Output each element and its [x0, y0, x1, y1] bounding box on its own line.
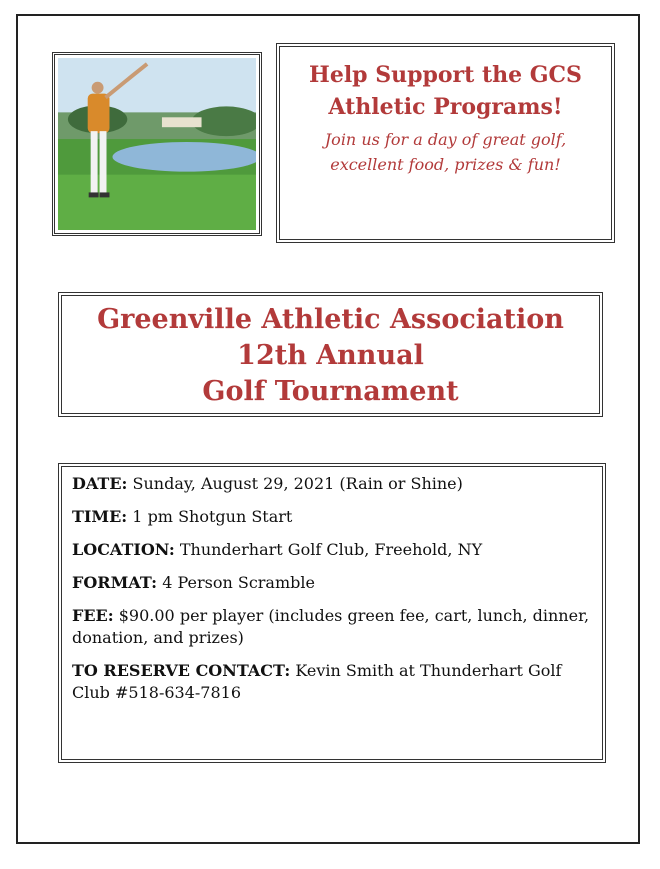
- detail-value: $90.00 per player (includes green fee, cart, lunch, dinner, donation, and prizes): [72, 606, 590, 647]
- detail-value: Thunderhart Golf Club, Freehold, NY: [179, 540, 483, 559]
- detail-value: 1 pm Shotgun Start: [132, 507, 293, 526]
- detail-label: TIME:: [72, 507, 128, 526]
- title-box: [58, 292, 603, 417]
- title-line3: Golf Tournament: [202, 376, 459, 407]
- detail-label: LOCATION:: [72, 540, 175, 559]
- detail-label: DATE:: [72, 474, 128, 493]
- detail-value: 4 Person Scramble: [162, 573, 315, 592]
- promo-subline1: Join us for a day of great golf,: [324, 130, 567, 149]
- details-box: [58, 463, 606, 763]
- detail-fee: [72, 605, 592, 649]
- detail-time: [72, 506, 592, 528]
- golfer-photo: [52, 52, 262, 236]
- title-line2: 12th Annual: [237, 340, 424, 371]
- detail-reserve-contact: [72, 660, 592, 704]
- detail-label: FEE:: [72, 606, 114, 625]
- title-line1: Greenville Athletic Association: [97, 304, 564, 335]
- detail-value: Sunday, August 29, 2021 (Rain or Shine): [132, 474, 463, 493]
- golfer-photo-icon: [58, 58, 256, 230]
- promo-headline-line2: Athletic Programs!: [328, 94, 563, 120]
- detail-value: Kevin Smith at Thunderhart Golf Club #518-634-7816: [72, 661, 562, 702]
- detail-label: TO RESERVE CONTACT:: [72, 661, 291, 680]
- promo-box: [276, 43, 615, 243]
- promo-subline2: excellent food, prizes & fun!: [330, 155, 561, 174]
- detail-format: [72, 572, 592, 594]
- detail-label: FORMAT:: [72, 573, 158, 592]
- detail-location: [72, 539, 592, 561]
- detail-date: [72, 473, 592, 495]
- promo-headline-line1: Help Support the GCS: [309, 62, 582, 88]
